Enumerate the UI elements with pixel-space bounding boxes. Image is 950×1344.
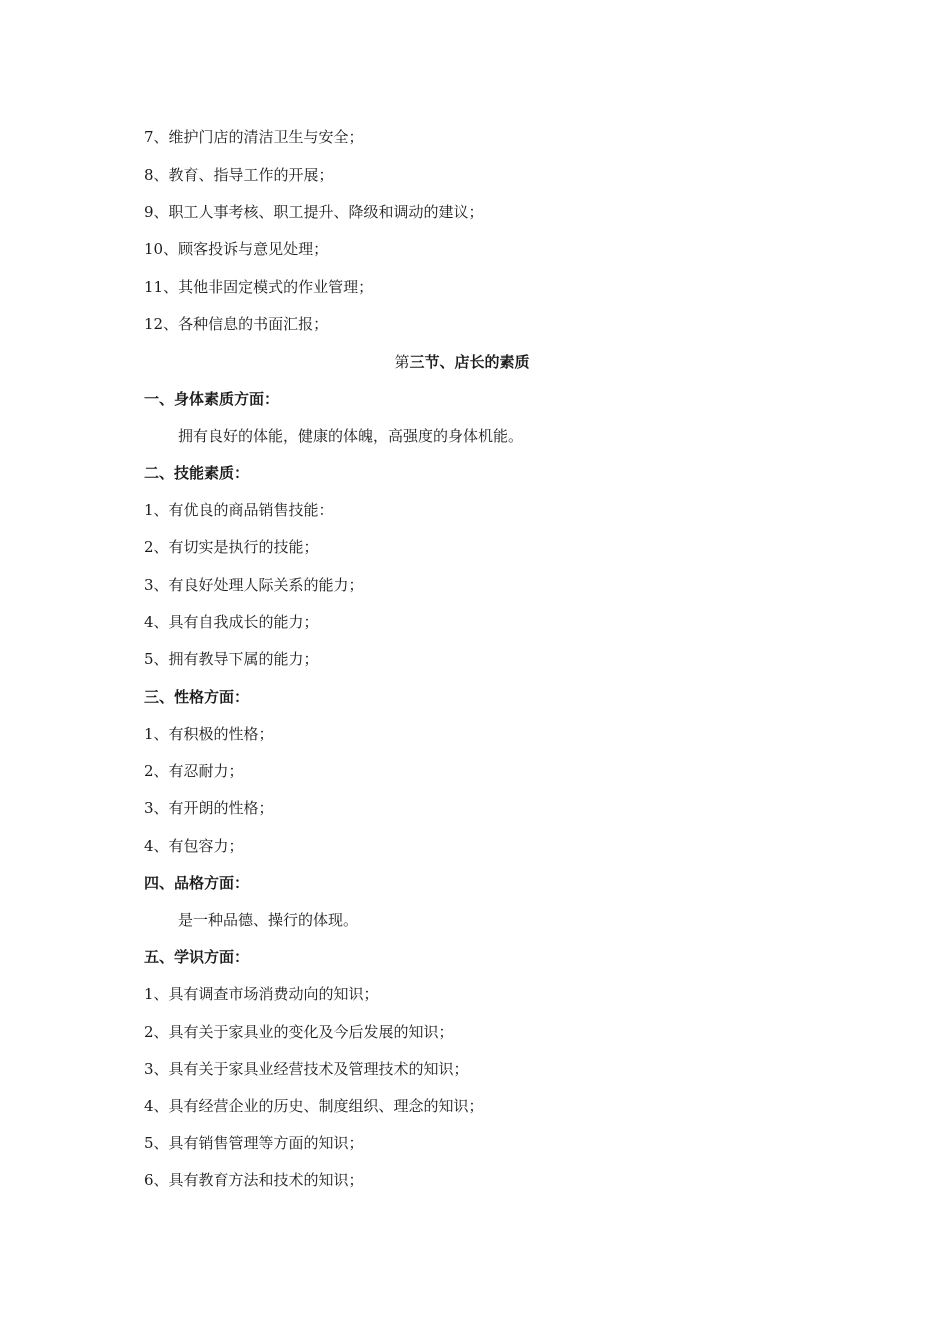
personality-item: 1、有积极的性格； xyxy=(144,725,274,743)
personality-heading: 三、性格方面： xyxy=(144,688,250,706)
physical-text: 拥有良好的体能，健康的体魄，高强度的身体机能。 xyxy=(178,427,524,445)
duty-item-11: 11、其他非固定模式的作业管理； xyxy=(144,278,374,296)
skill-item: 4、具有自我成长的能力； xyxy=(144,613,319,631)
knowledge-item: 4、具有经营企业的历史、制度组织、理念的知识； xyxy=(144,1097,484,1115)
section-title-prefix: 第 xyxy=(394,353,410,371)
knowledge-item: 3、具有关于家具业经营技术及管理技术的知识； xyxy=(144,1060,469,1078)
section-title-main: 三节、店长的素质 xyxy=(409,353,530,371)
skill-item: 1、有优良的商品销售技能： xyxy=(144,501,334,519)
skill-item: 5、拥有教导下属的能力； xyxy=(144,650,319,668)
duty-item-8: 8、教育、指导工作的开展； xyxy=(144,166,334,184)
character-text: 是一种品德、操行的体现。 xyxy=(178,911,359,929)
personality-item: 3、有开朗的性格； xyxy=(144,799,274,817)
knowledge-item: 5、具有销售管理等方面的知识； xyxy=(144,1134,364,1152)
skill-item: 3、有良好处理人际关系的能力； xyxy=(144,576,364,594)
knowledge-item: 6、具有教育方法和技术的知识； xyxy=(144,1171,364,1189)
knowledge-item: 2、具有关于家具业的变化及今后发展的知识； xyxy=(144,1023,454,1041)
duty-item-10: 10、顾客投诉与意见处理； xyxy=(144,240,329,258)
personality-item: 2、有忍耐力； xyxy=(144,762,244,780)
skill-item: 2、有切实是执行的技能； xyxy=(144,538,319,556)
knowledge-heading: 五、学识方面： xyxy=(144,948,250,966)
physical-heading: 一、身体素质方面： xyxy=(144,390,280,408)
duty-item-9: 9、职工人事考核、职工提升、降级和调动的建议； xyxy=(144,203,484,221)
section-title xyxy=(0,352,924,372)
character-heading: 四、品格方面： xyxy=(144,874,250,892)
duty-item-12: 12、各种信息的书面汇报； xyxy=(144,315,329,333)
personality-item: 4、有包容力； xyxy=(144,837,244,855)
knowledge-item: 1、具有调查市场消费动向的知识； xyxy=(144,985,379,1003)
duty-item-7: 7、维护门店的清洁卫生与安全； xyxy=(144,128,364,146)
skills-heading: 二、技能素质： xyxy=(144,464,250,482)
